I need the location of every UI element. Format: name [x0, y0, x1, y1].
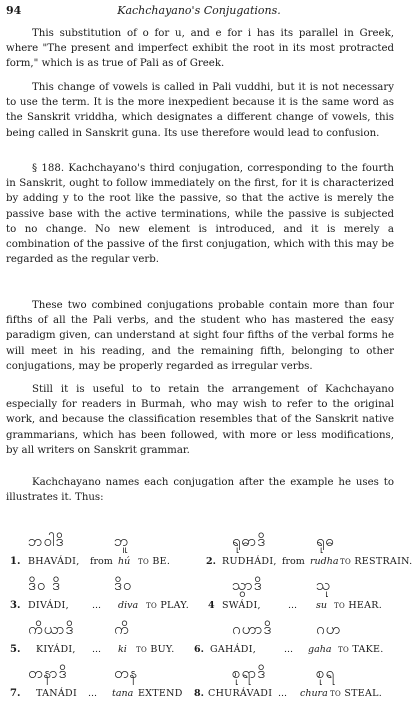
conjugation-number: 4 [208, 600, 215, 611]
page-number: 94 [6, 4, 22, 17]
page-header [6, 4, 392, 20]
burmese-name: ဒိဝ ဒိ [28, 576, 61, 594]
conjugation-root: rudha [310, 556, 339, 567]
burmese-name: စုရာဒိ [232, 664, 267, 682]
conjugation-root: diva [118, 600, 139, 611]
burmese-root: တန [114, 664, 139, 682]
conjugation-meaning: to HEAR. [334, 600, 383, 611]
conjugation-meaning: EXTEND [138, 688, 183, 699]
conjugation-number: 3. [10, 600, 21, 611]
conjugation-name: SWÁDI, [222, 600, 261, 611]
conjugation-connector: from [90, 556, 113, 567]
conjugation-meaning: to BUY. [136, 644, 175, 655]
conjugation-number: 2. [206, 556, 216, 567]
burmese-root: ကိ [114, 620, 130, 638]
burmese-root: သု [316, 576, 332, 594]
burmese-root: စုရ [316, 664, 336, 682]
conjugation-root: tana [112, 688, 134, 699]
conjugation-meaning: to BE. [138, 556, 171, 567]
paragraph-arrangement: Still it is useful to to retain the arrangement of Kachchayano especially for readers in Burmah, who may wish to refer to the original work, and because the classification resembles that of the Sanskrit native grammarians, which has been followed, with more or less modifications, by all writers on Sanskrit grammar. [6, 384, 394, 456]
conjugation-connector: from [282, 556, 305, 567]
conjugation-number: 8. [194, 688, 204, 699]
conjugation-connector: ... [278, 688, 288, 699]
conjugation-root: chura [300, 688, 328, 699]
burmese-root: ဒိဝ [114, 576, 133, 594]
conjugation-row [6, 640, 394, 662]
running-title: Kachchayano's Conjugations. [117, 4, 281, 17]
conjugation-meaning: to PLAY. [146, 600, 190, 611]
conjugation-name: GAHÁDI, [210, 644, 257, 655]
conjugation-connector: ... [288, 600, 298, 611]
conjugation-connector: ... [88, 688, 98, 699]
conjugation-meaning: to RESTRAIN. [340, 556, 412, 567]
conjugation-number: 1. [10, 556, 21, 567]
conjugation-name: DIVÁDI, [28, 600, 69, 611]
conjugation-list [6, 530, 412, 706]
burmese-script-row [6, 530, 394, 552]
paragraph-vowel-change: This change of vowels is called in Pali vuddhi, but it is not necessary to use the term. It is the more inexpedient because it is the same word as the Sanskrit vriddha, which designates a different change of vowels, this being called in Sanskrit guna. Its use therefore would lead to confusion. [6, 82, 394, 139]
burmese-root: ဘူ [114, 532, 130, 550]
conjugation-number: 7. [10, 688, 21, 699]
conjugation-row [6, 596, 394, 618]
conjugation-root: gaha [308, 644, 332, 655]
conjugation-row [6, 552, 412, 574]
conjugation-row [6, 684, 394, 706]
burmese-root: ဂဟ [316, 620, 342, 638]
conjugation-name: BHAVÁDI, [28, 556, 80, 567]
conjugation-root: ki [118, 644, 127, 655]
burmese-name: တနာဒိ [28, 664, 68, 682]
paragraph-names-intro: Kachchayano names each conjugation after the example he uses to illustrates it. Thus: [6, 477, 394, 504]
conjugation-connector: ... [92, 600, 102, 611]
conjugation-meaning: to TAKE. [338, 644, 384, 655]
paragraph-combined-conjugations: These two combined conjugations probable contain more than four fifths of all the Pali verbs, and the student who has mastered the easy paradigm given, can understand at sight four fifths of the verbal forms he will meet in his reading, and the remaining fifth, belonging to other conjugations, may be properly regarded as irregular verbs. [6, 300, 394, 372]
conjugation-root: hú [118, 556, 131, 567]
burmese-name: သွာဒိ [232, 576, 263, 594]
burmese-name: ဂဟာဒိ [232, 620, 273, 638]
burmese-script-row [6, 662, 394, 684]
paragraph-substitution: This substitution of o for u, and e for i has its parallel in Greek, where "The present and imperfect exhibit the root in its most protracted form," which is as true of Pali as of Greek. [6, 28, 394, 70]
conjugation-connector: ... [92, 644, 102, 655]
conjugation-name: TANÁDI [36, 688, 78, 699]
burmese-root: ရုဓ [316, 532, 336, 550]
conjugation-name: KIYÁDI, [36, 644, 76, 655]
burmese-name: ဘဝါဒိ [28, 532, 65, 550]
conjugation-number: 5. [10, 644, 21, 655]
burmese-name: ရုဓာဒိ [232, 532, 267, 550]
conjugation-connector: ... [284, 644, 294, 655]
conjugation-number: 6. [194, 644, 204, 655]
conjugation-root: su [316, 600, 327, 611]
paragraph-section-188: § 188. Kachchayano's third conjugation, corresponding to the fourth in Sanskrit, ought to follow immediately on the first, for it is characterized by adding y to the root like the passive, so that the active is merely the passive base with the active terminations, while the passive is subjected to no change. No new element is introduced, and it is merely a combination of the passive of the first conjugation, which with this may be regarded as the regular verb. [6, 163, 394, 266]
burmese-script-row [6, 574, 394, 596]
conjugation-name: CHURÁVADI [208, 688, 273, 699]
conjugation-meaning: to STEAL. [330, 688, 383, 699]
burmese-name: ကိယာဒိ [28, 620, 75, 638]
conjugation-name: RUDHÁDI, [222, 556, 277, 567]
burmese-script-row [6, 618, 394, 640]
